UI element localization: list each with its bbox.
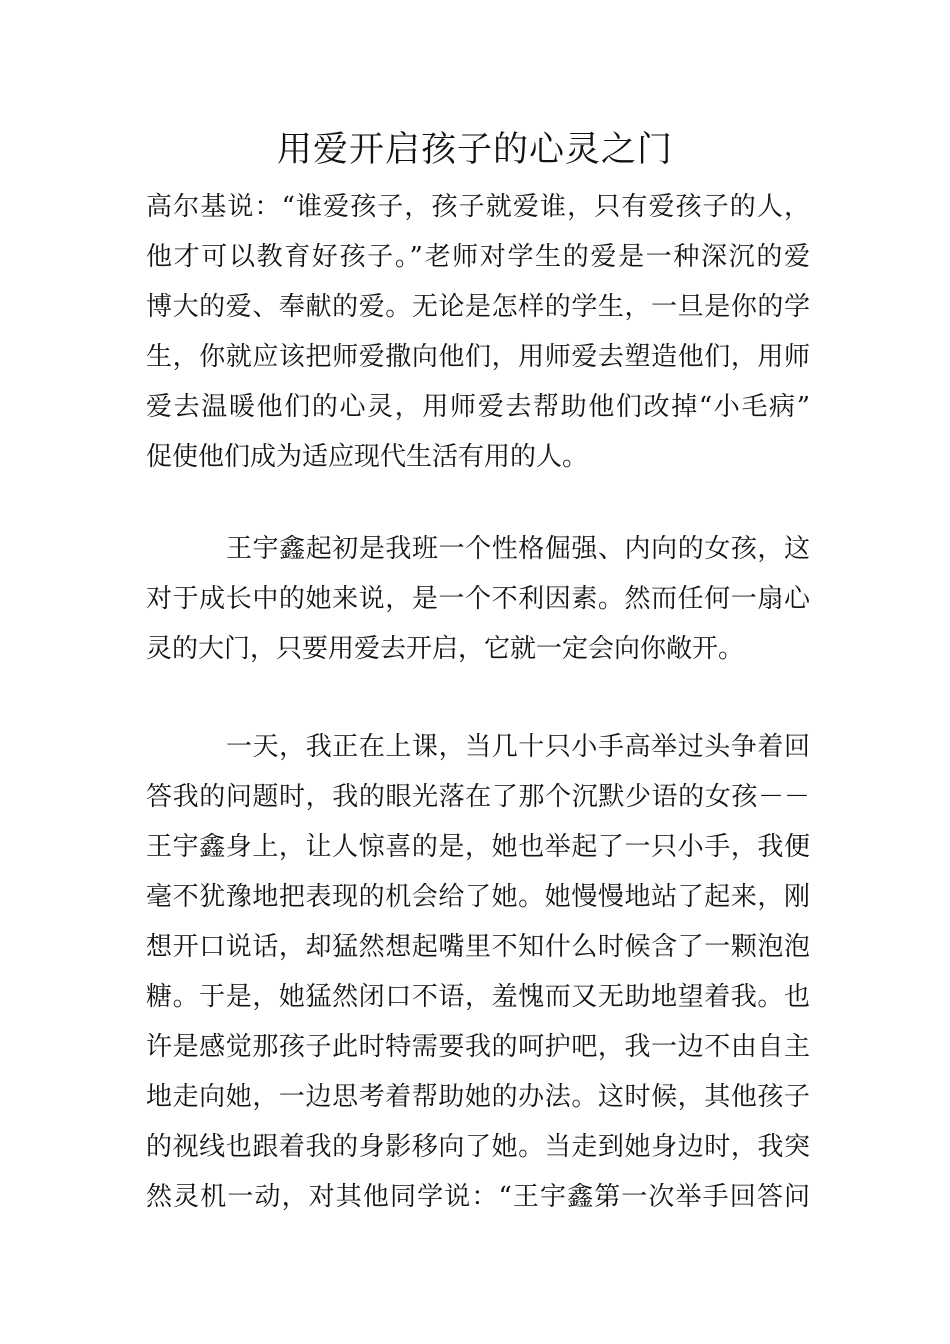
text-line: 促使他们成为适应现代生活有用的人。 — [146, 442, 589, 472]
text-line: 他才可以教育好孩子。”老师对学生的爱是一种深沉的爱 — [146, 242, 810, 272]
text-line: 毫不犹豫地把表现的机会给了她。她慢慢地站了起来，刚 — [146, 882, 810, 912]
text-line: 的视线也跟着我的身影移向了她。当走到她身边时，我突 — [146, 1132, 810, 1162]
text-line: 地走向她，一边思考着帮助她的办法。这时候，其他孩子 — [146, 1082, 810, 1112]
paragraph-3 — [146, 722, 810, 1222]
text-line: 灵的大门，只要用爱去开启，它就一定会向你敞开。 — [146, 634, 745, 664]
text-line: 答我的问题时，我的眼光落在了那个沉默少语的女孩－－ — [146, 782, 810, 812]
text-line: 王宇鑫起初是我班一个性格倔强、内向的女孩，这 — [226, 534, 810, 564]
text-line: 一天，我正在上课，当几十只小手高举过头争着回 — [226, 732, 810, 762]
text-line: 博大的爱、奉献的爱。无论是怎样的学生，一旦是你的学 — [146, 292, 810, 322]
text-line: 高尔基说：“谁爱孩子，孩子就爱谁，只有爱孩子的人， — [146, 192, 810, 222]
text-line: 然灵机一动，对其他同学说：“王宇鑫第一次举手回答问 — [146, 1182, 810, 1212]
page-title: 用爱开启孩子的心灵之门 — [276, 130, 673, 170]
text-line: 对于成长中的她来说，是一个不利因素。然而任何一扇心 — [146, 584, 810, 614]
text-line: 爱去温暖他们的心灵，用师爱去帮助他们改掉“小毛病” — [146, 392, 810, 422]
text-line: 许是感觉那孩子此时特需要我的呵护吧，我一边不由自主 — [146, 1032, 810, 1062]
paragraph-1 — [146, 182, 810, 482]
text-line: 王宇鑫身上，让人惊喜的是，她也举起了一只小手，我便 — [146, 832, 810, 862]
text-line: 想开口说话，却猛然想起嘴里不知什么时候含了一颗泡泡 — [146, 932, 810, 962]
text-line: 生，你就应该把师爱撒向他们，用师爱去塑造他们，用师 — [146, 342, 810, 372]
paragraph-2 — [146, 524, 810, 674]
text-line: 糖。于是，她猛然闭口不语，羞愧而又无助地望着我。也 — [146, 982, 810, 1012]
